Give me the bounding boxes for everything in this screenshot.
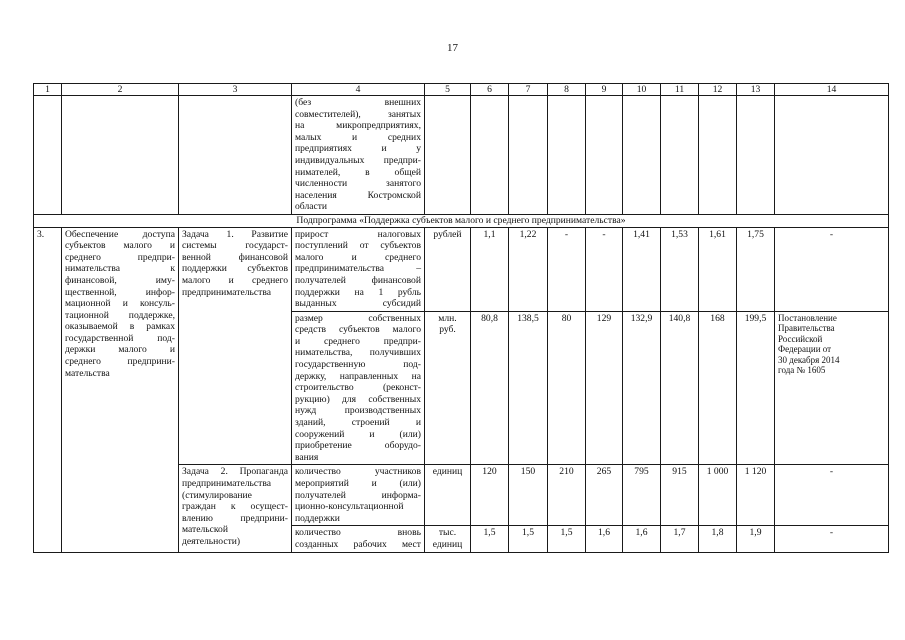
indicator-value: 1 120: [737, 465, 775, 526]
indicator-value: 132,9: [623, 311, 661, 465]
indicator-note: -: [775, 526, 889, 552]
indicator-value: 168: [699, 311, 737, 465]
indicator-value: 1,9: [737, 526, 775, 552]
indicator-value: 1,8: [699, 526, 737, 552]
column-header-5: 5: [425, 84, 471, 96]
indicator-value: 1 000: [699, 465, 737, 526]
column-header-6: 6: [471, 84, 509, 96]
indicator-value: 795: [623, 465, 661, 526]
indicator-value: 265: [586, 465, 623, 526]
indicator-unit: млн. руб.: [425, 311, 471, 465]
indicator-value: -: [586, 227, 623, 311]
indicator-value: 80: [548, 311, 586, 465]
indicator-value: 129: [586, 311, 623, 465]
indicator-value: 1,75: [737, 227, 775, 311]
task-1: Задача 1. Развитие системы государст- венной финансовой поддержки субъектов малого и среднего предпринимательства: [179, 227, 292, 465]
indicator-name: размер собственных средств субъектов малого и среднего предпри- нимательства, получивших государственную под- держку, направленных на строительство (реконст- рукцию) для собственных нужд производственных зданий, строений и сооружений и (или) приобретение оборудо- вания: [292, 311, 425, 465]
page-number: 17: [447, 42, 458, 54]
column-header-4: 4: [292, 84, 425, 96]
indicator-name: количество участников мероприятий и (или) получателей информа- ционно-консультационной поддержки: [292, 465, 425, 526]
indicator-unit: единиц: [425, 465, 471, 526]
indicator-unit: тыс. единиц: [425, 526, 471, 552]
section-number: 3.: [34, 227, 62, 552]
column-header-14: 14: [775, 84, 889, 96]
subprogram-title: Подпрограмма «Поддержка субъектов малого и среднего предпринимательства»: [34, 214, 889, 227]
indicator-value: 1,22: [509, 227, 548, 311]
column-header-8: 8: [548, 84, 586, 96]
indicator-name: прирост налоговых поступлений от субъектов малого и среднего предпринимательства – получателей финансовой поддержки на 1 рубль выданных субсидий: [292, 227, 425, 311]
indicator-value: 150: [509, 465, 548, 526]
indicator-value: 915: [661, 465, 699, 526]
continued-indicator-name: (без внешних совместителей), занятых на микропредприятиях, малых и средних предприятиях и у индивидуальных предпри- нимателей, в общей численности занятого населения Костромской области: [292, 96, 425, 215]
indicator-value: 1,6: [623, 526, 661, 552]
indicator-value: 1,7: [661, 526, 699, 552]
section-goal: Обеспечение доступа субъектов малого и среднего предпри- нимательства к финансовой, иму- щественной, инфор- мационной и консуль- тационной поддержке, оказываемой в рамках государственной под- держки малого и среднего предприни- мательства: [62, 227, 179, 552]
column-header-11: 11: [661, 84, 699, 96]
indicator-value: -: [548, 227, 586, 311]
indicator-value: 210: [548, 465, 586, 526]
indicator-value: 1,6: [586, 526, 623, 552]
continuation-row: [34, 96, 889, 215]
column-header-1: 1: [34, 84, 62, 96]
column-header-12: 12: [699, 84, 737, 96]
column-header-2: 2: [62, 84, 179, 96]
indicator-value: 1,53: [661, 227, 699, 311]
indicator-note: -: [775, 227, 889, 311]
indicator-note: Постановление Правительства Российской Федерации от 30 декабря 2014 года № 1605: [775, 311, 889, 465]
column-header-13: 13: [737, 84, 775, 96]
indicator-note: -: [775, 465, 889, 526]
column-header-3: 3: [179, 84, 292, 96]
indicator-unit: рублей: [425, 227, 471, 311]
column-header-10: 10: [623, 84, 661, 96]
task-2: Задача 2. Пропаганда предпринимательства (стимулирование граждан к осущест- влению предприни- мательской деятельности): [179, 465, 292, 552]
indicator-name: количество вновь созданных рабочих мест: [292, 526, 425, 552]
indicator-value: 199,5: [737, 311, 775, 465]
indicator-value: 138,5: [509, 311, 548, 465]
indicator-value: 1,5: [471, 526, 509, 552]
indicator-table: [33, 83, 889, 553]
indicator-value: 80,8: [471, 311, 509, 465]
indicator-value: 1,5: [509, 526, 548, 552]
column-number-header: [34, 84, 889, 96]
indicator-value: 1,5: [548, 526, 586, 552]
indicator-value: 1,1: [471, 227, 509, 311]
indicator-value: 1,41: [623, 227, 661, 311]
indicator-value: 1,61: [699, 227, 737, 311]
column-header-9: 9: [586, 84, 623, 96]
table-row: [34, 227, 889, 311]
indicator-value: 140,8: [661, 311, 699, 465]
indicator-value: 120: [471, 465, 509, 526]
subprogram-row: [34, 214, 889, 227]
column-header-7: 7: [509, 84, 548, 96]
